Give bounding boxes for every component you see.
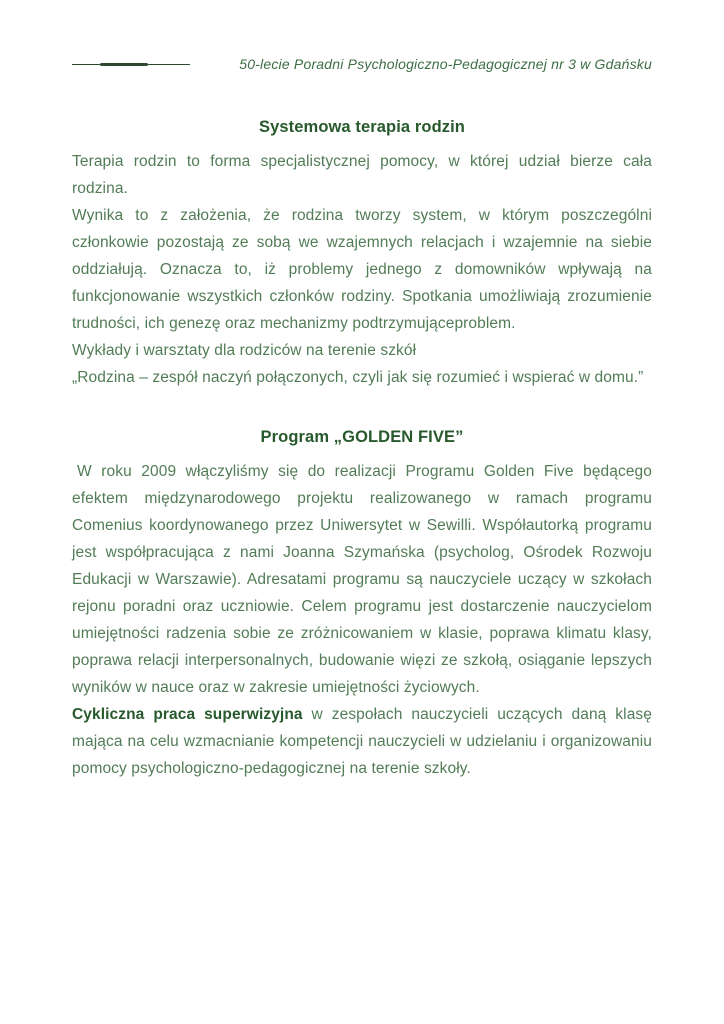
paragraph-supervision bbox=[72, 701, 652, 782]
paragraph-rodzina-quote: „Rodzina – zespół naczyń połączonych, czyli jak się rozumieć i wspierać w domu.” bbox=[72, 369, 644, 386]
paragraph-golden-five-description: W roku 2009 włączyliśmy się do realizacji Programu Golden Five będącego efektem międzynarodowego projektu realizowanego w ramach programu Comenius koordynowanego przez Uniwersytet w Sewilli. Współautorką programu jest współpracująca z nami Joanna Szymańska (psycholog, Ośrodek Rozwoju Edukacji w Warszawie). Adresatami programu są nauczyciele uczący w szkołach rejonu poradni oraz uczniowie. Celem programu jest dostarczenie nauczycielom umiejętności radzenia sobie ze zróżnicowaniem w klasie, poprawa klimatu klasy, poprawa relacji interpersonalnych, budowanie więzi ze szkołą, osiąganie lepszych wyników w nauce oraz w zakresie umiejętności życiowych. bbox=[72, 463, 652, 696]
paragraph-supervision-text: w zespołach nauczycieli uczących daną klasę mająca na celu wzmacnianie kompetencji nauczycieli w udzielaniu i organizowaniu pomocy psychologiczno-pedagogicznej na terenie szkoły. bbox=[72, 706, 652, 777]
paragraph-therapy-intro: Terapia rodzin to forma specjalistycznej pomocy, w której udział bierze cała rodzina. bbox=[72, 153, 652, 197]
paragraph-supervision-lead-bold: Cykliczna praca superwizyjna bbox=[72, 706, 303, 723]
section-heading-program-golden-five: Program „GOLDEN FIVE” bbox=[260, 428, 464, 446]
header-rule-thick-segment bbox=[100, 63, 148, 66]
paragraph-therapy-description: Wynika to z założenia, że rodzina tworzy system, w którym poszczególni członkowie pozostają ze sobą we wzajemnych relacjach i wzajemnie na siebie oddziałują. Oznacza to, iż problemy jednego z domowników wpływają na funkcjonowanie wszystkich członków rodziny. Spotkania umożliwiają zrozumienie trudności, ich genezę oraz mechanizmy podtrzymująceproblem. bbox=[72, 207, 652, 332]
section-heading-systemowa-terapia-rodzin: Systemowa terapia rodzin bbox=[259, 118, 465, 136]
header-title: 50-lecie Poradni Psychologiczno-Pedagogicznej nr 3 w Gdańsku bbox=[239, 56, 652, 72]
paragraph-lectures-workshops: Wykłady i warsztaty dla rodziców na terenie szkół bbox=[72, 342, 417, 359]
page-header bbox=[72, 56, 652, 72]
document-content bbox=[72, 114, 652, 782]
header-decorative-rule bbox=[72, 62, 190, 66]
